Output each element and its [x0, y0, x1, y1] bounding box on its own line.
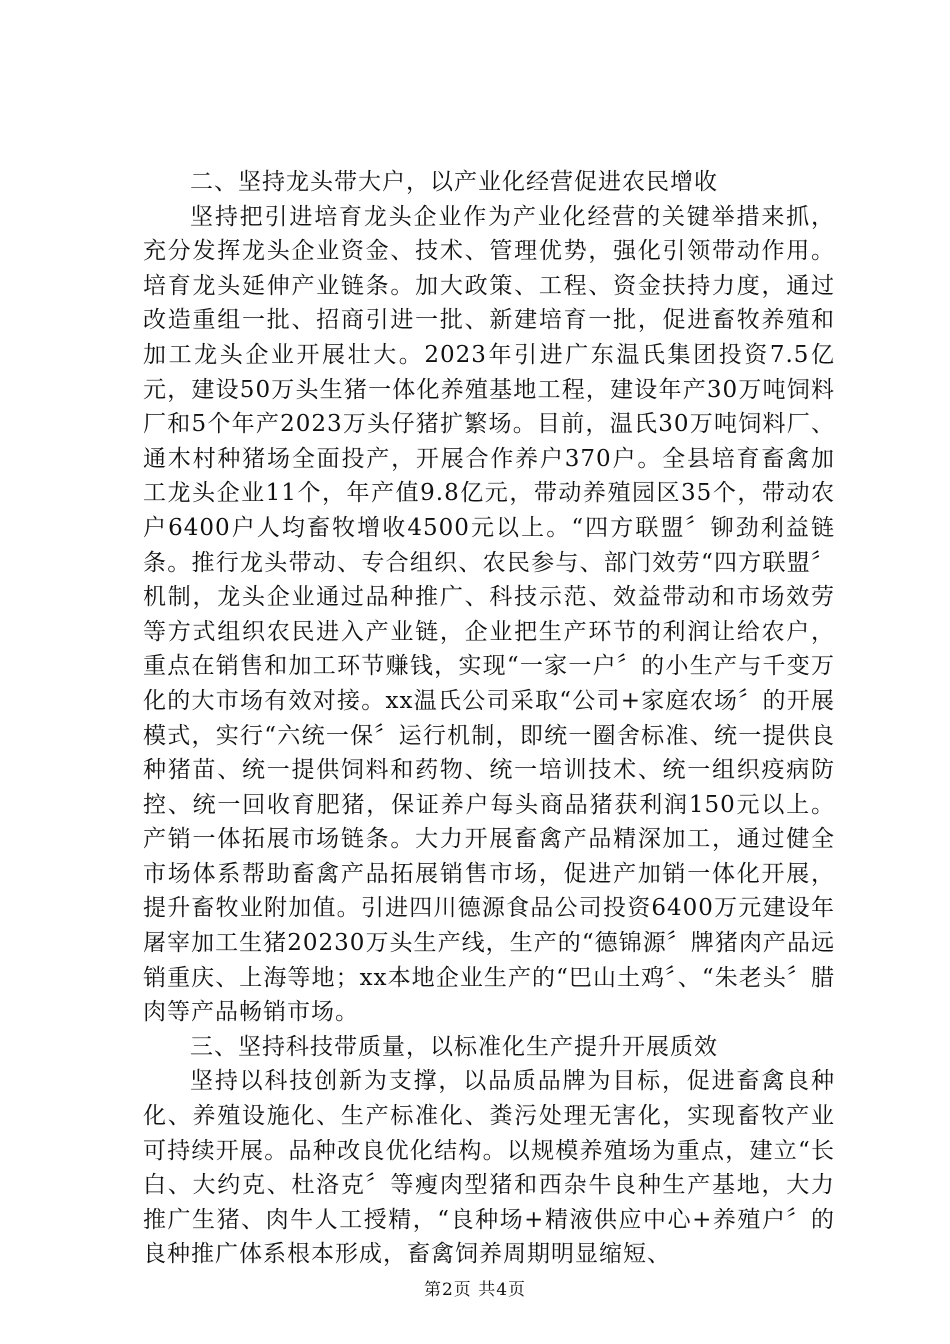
section-3-paragraph: 坚持以科技创新为支撑，以品质品牌为目标，促进畜禽良种化、养殖设施化、生产标准化、粪污处理无害化，实现畜牧产业可持续开展。品种改良优化结构。以规模养殖场为重点，建立“长白、大约克、杜洛克〞等瘦肉型猪和西杂牛良种生产基地，大力推广生猪、肉牛人工授精，“良种场+精液供应中心+养殖户〞的良种推广体系根本形成，畜禽饲养周期明显缩短、: [143, 1068, 835, 1268]
page-footer: 第2页 共4页: [423, 1280, 527, 1300]
section-3-heading: 三、坚持科技带质量，以标准化生产提升开展质效: [190, 1033, 718, 1060]
document-body: [143, 165, 835, 1272]
section-2-heading: 二、坚持龙头带大户，以产业化经营促进农民增收: [190, 169, 718, 195]
section-2-paragraph: 坚持把引进培育龙头企业作为产业化经营的关键举措来抓，充分发挥龙头企业资金、技术、管理优势，强化引领带动作用。培育龙头延伸产业链条。加大政策、工程、资金扶持力度，通过改造重组一批、招商引进一批、新建培育一批，促进畜牧养殖和加工龙头企业开展壮大。2023年引进广东温氏集团投资7.5亿元，建设50万头生猪一体化养殖基地工程，建设年产30万吨饲料厂和5个年产2023万头仔猪扩繁场。目前，温氏30万吨饲料厂、通木村种猪场全面投产，开展合作养户370户。全县培育畜禽加工龙头企业11个，年产值9.8亿元，带动养殖园区35个，带动农户6400户人均畜牧增收4500元以上。“四方联盟〞铆劲利益链条。推行龙头带动、专合组织、农民参与、部门效劳“四方联盟〞机制，龙头企业通过品种推广、科技示范、效益带动和市场效劳等方式组织农民进入产业链，企业把生产环节的利润让给农户，重点在销售和加工环节赚钱，实现“一家一户〞的小生产与千变万化的大市场有效对接。xx温氏公司采取“公司+家庭农场〞的开展模式，实行“六统一保〞运行机制，即统一圈舍标准、统一提供良种猪苗、统一提供饲料和药物、统一培训技术、统一组织疫病防控、统一回收育肥猪，保证养户每头商品猪获利润150元以上。产销一体拓展市场链条。大力开展畜禽产品精深加工，通过健全市场体系帮助畜禽产品拓展销售市场，促进产加销一体化开展，提升畜牧业附加值。引进四川德源食品公司投资6400万元建设年屠宰加工生猪20230万头生产线，生产的“德锦源〞牌猪肉产品远销重庆、上海等地；xx本地企业生产的“巴山土鸡〞、“朱老头〞腊肉等产品畅销市场。: [143, 203, 835, 1026]
